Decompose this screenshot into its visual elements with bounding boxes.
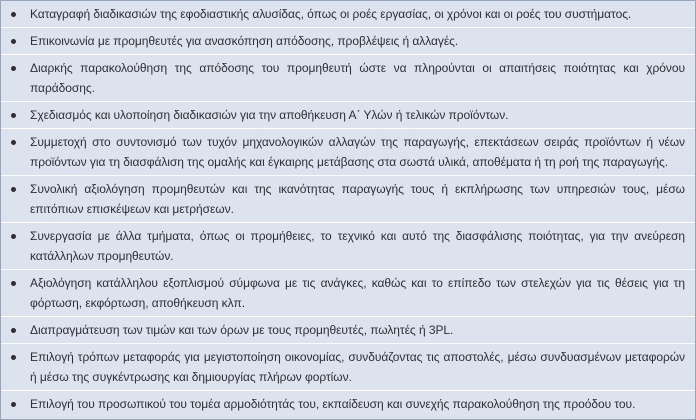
list-item-text: Επιλογή του προσωπικού του τομέα αρμοδιότητάς του, εκπαίδευση και συνεχής παρακολούθηση της προόδου του. [30,397,636,411]
list-item-text: Σχεδιασμός και υλοποίηση διαδικασιών για την αποθήκευση Α΄ Υλών ή τελικών προϊόντων. [30,108,509,122]
bullet-icon [11,39,16,44]
list-item [1,317,695,344]
list-item [1,176,695,223]
list-item-text: Συνεργασία με άλλα τμήματα, όπως οι προμήθειες, το τεχνικό και αυτό της διασφάλισης ποιότητας, για την ανεύρεση κατάλληλων προμηθευτών. [30,229,685,263]
list-item-text: Διαρκής παρακολούθηση της απόδοσης του προμηθευτή ώστε να πληρούνται οι απαιτήσεις ποιότητας και χρόνου παράδοσης. [30,61,685,95]
bullet-icon [11,113,16,118]
bullet-icon [11,281,16,286]
bullet-icon [11,66,16,71]
list-item-text: Συμμετοχή στο συντονισμό των τυχόν μηχανολογικών αλλαγών της παραγωγής, επεκτάσεων σειράς προϊόντων ή νέων προϊόντων για τη διασφάλιση της ομαλής και έγκαιρης μετάβασης στα σωστά υλικά, αποθέματα ή τη ροή της παραγωγής. [30,135,685,169]
responsibilities-list [1,1,695,417]
list-item [1,391,695,417]
bullet-icon [11,234,16,239]
bullet-icon [11,187,16,192]
list-item [1,55,695,102]
bullet-icon [11,12,16,17]
list-item-text: Συνολική αξιολόγηση προμηθευτών και της ικανότητας παραγωγής τους ή εκπλήρωσης των υπηρεσιών τους, μέσω επιτόπιων επισκέψεων και μετρήσεων. [30,182,685,216]
bullet-icon [11,140,16,145]
bullet-icon [11,355,16,360]
list-item [1,28,695,55]
list-item [1,129,695,176]
list-item-text: Επιλογή τρόπων μεταφοράς για μεγιστοποίηση οικονομίας, συνδυάζοντας τις αποστολές, μέσω συνδυασμένων μεταφορών ή μέσω της συγκέντρωσης και δημιουργίας πλήρων φορτίων. [30,350,685,384]
bullet-icon [11,328,16,333]
list-item-text: Διαπραγμάτευση των τιμών και των όρων με τους προμηθευτές, πωλητές ή 3PL. [30,323,454,337]
list-item [1,1,695,28]
list-item [1,102,695,129]
list-item [1,270,695,317]
list-item-text: Αξιολόγηση κατάλληλου εξοπλισμού σύμφωνα με τις ανάγκες, καθώς και το επίπεδο των στελεχών για τις θέσεις για τη φόρτωση, εκφόρτωση, αποθήκευση κλπ. [30,276,685,310]
list-item [1,223,695,270]
list-item-text: Καταγραφή διαδικασιών της εφοδιαστικής αλυσίδας, όπως οι ροές εργασίας, οι χρόνοι και οι ροές του συστήματος. [30,7,632,21]
list-item-text: Επικοινωνία με προμηθευτές για ανασκόπηση απόδοσης, προβλέψεις ή αλλαγές. [30,34,459,48]
list-item [1,344,695,391]
bullet-icon [11,402,16,407]
